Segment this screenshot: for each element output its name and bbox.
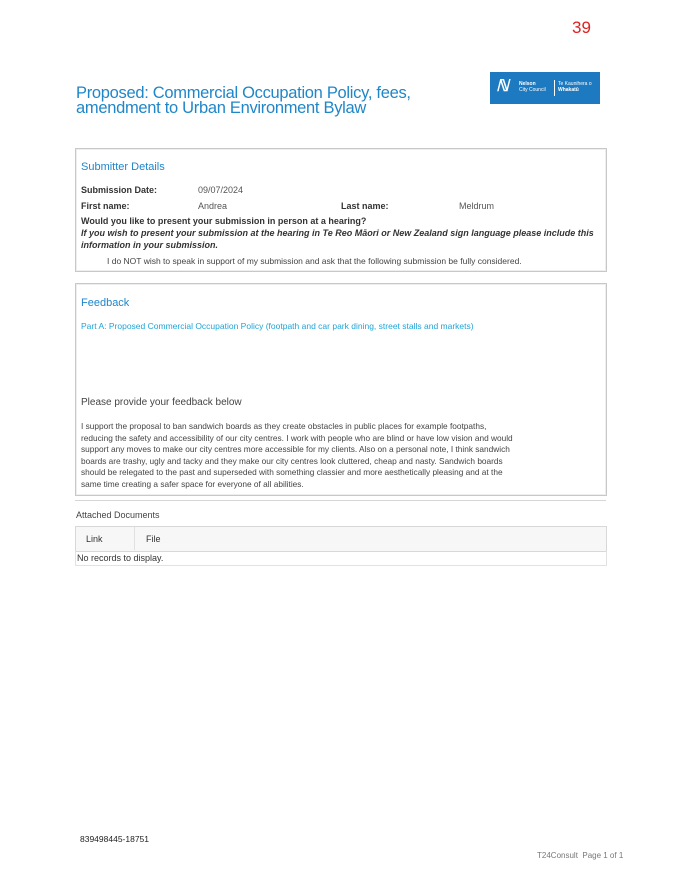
feedback-prompt: Please provide your feedback below — [81, 397, 242, 408]
hearing-question: Would you like to present your submission in person at a hearing? — [81, 216, 367, 226]
hearing-answer: I do NOT wish to speak in support of my submission and ask that the following submission be fully considered. — [107, 256, 522, 266]
submission-date-value: 09/07/2024 — [198, 185, 244, 195]
council-name-line1: Nelson — [519, 81, 536, 87]
submission-date-label: Submission Date: — [81, 185, 158, 195]
feedback-part-a: Part A: Proposed Commercial Occupation Policy (footpath and car park dining, street stalls and markets) — [81, 321, 474, 331]
council-logo-mark: ℕ — [496, 78, 509, 95]
no-records-message: No records to display. — [77, 553, 164, 563]
attachments-column-divider — [134, 527, 135, 550]
logo-divider — [554, 80, 555, 96]
hearing-note: If you wish to present your submission at the hearing in Te Reo Māori or New Zealand sign language please include this information in your submission. — [81, 228, 594, 250]
document-id: 839498445-18751 — [80, 834, 150, 844]
feedback-line: same time creating a safer space for everyone of all abilities. — [81, 478, 304, 489]
submitter-details-heading: Submitter Details — [81, 161, 165, 173]
feedback-line: reducing the safety and accessibility of our city centres. I work with people who are blind or have low vision and would — [81, 432, 513, 443]
page-number: 39 — [572, 18, 591, 37]
document-title: Proposed: Commercial Occupation Policy, fees, amendment to Urban Environment Bylaw — [76, 84, 411, 117]
last-name-label: Last name: — [341, 201, 389, 211]
council-name — [519, 81, 555, 93]
column-header-file[interactable]: File — [146, 534, 161, 544]
council-name-line2: City Council — [519, 87, 546, 93]
feedback-line: I support the proposal to ban sandwich boards as they create obstacles in public places for example footpaths, — [81, 421, 487, 431]
section-divider — [75, 500, 606, 501]
council-maori-line2: Whakatū — [558, 87, 579, 93]
feedback-body — [81, 421, 601, 490]
column-header-link[interactable]: Link — [86, 534, 103, 544]
feedback-line: support any moves to make our city centres more accessible for my clients. Also on a personal note, I think sandwich — [81, 444, 510, 454]
first-name-label: First name: — [81, 201, 130, 211]
feedback-heading: Feedback — [81, 297, 130, 309]
attached-documents-label: Attached Documents — [76, 510, 160, 520]
feedback-line: boards are trashy, ugly and tacky and they make our city centres look cluttered, cheap and nasty. Sandwich boards — [81, 455, 503, 466]
council-maori-line1: Te Kaunihera o — [558, 81, 592, 87]
last-name-value: Meldrum — [459, 201, 495, 211]
council-maori-name — [558, 81, 598, 93]
feedback-line: should be relegated to the past and superseded with something classier and more aesthetically pleasing and at the — [81, 467, 503, 477]
page-footer: T24Consult Page 1 of 1 — [537, 851, 624, 860]
first-name-value: Andrea — [198, 201, 228, 211]
council-logo — [490, 72, 600, 104]
